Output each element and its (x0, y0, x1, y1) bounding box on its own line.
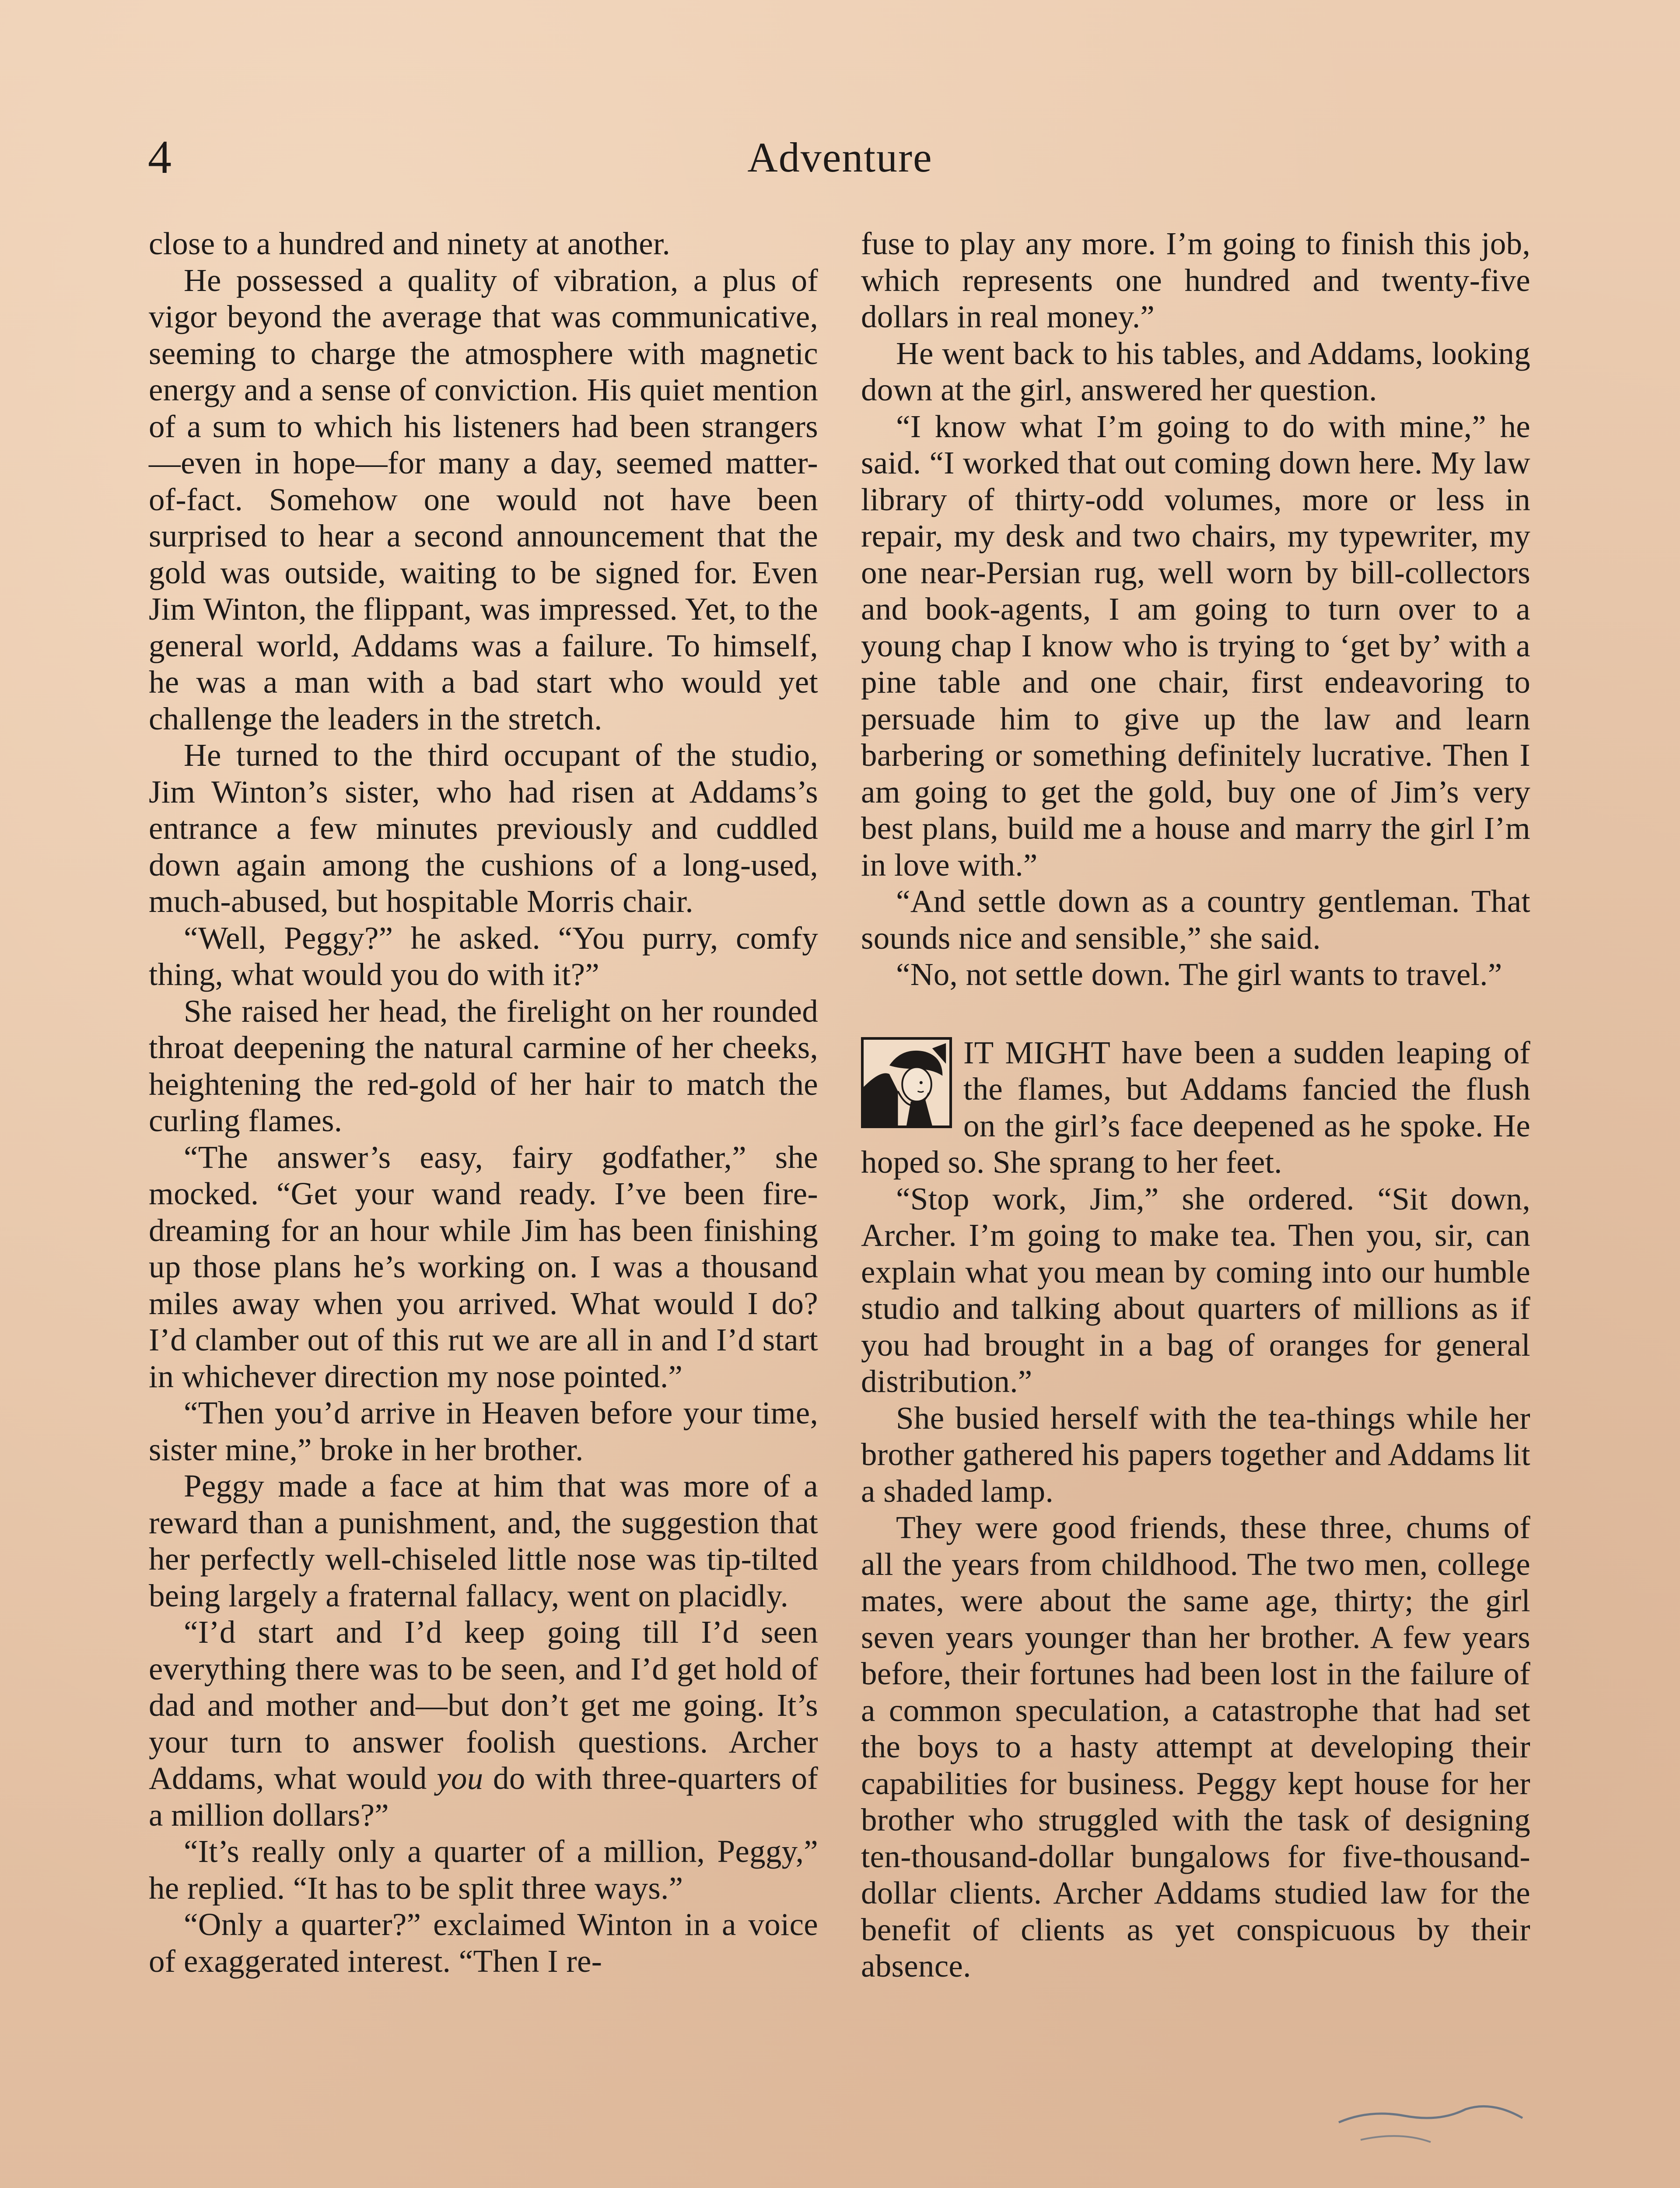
paragraph (149, 1614, 818, 1833)
paragraph: “It’s really only a quarter of a million, Peggy,” he replied. “It has to be split three ways.” (149, 1834, 818, 1906)
paragraph: Peggy made a face at him that was more of a reward than a punishment, and, the suggestion that her perfectly well-chiseled little nose was tip-tilted being largely a fraternal fallacy, went on placidly. (149, 1468, 818, 1613)
paragraph: “Stop work, Jim,” she ordered. “Sit down, Archer. I’m going to make tea. Then you, sir, can explain what you mean by coming into our humble studio and talking about quarters of millions as if you had brought in a bag of oranges for general distribution.” (861, 1181, 1530, 1399)
paragraph-text: IT MIGHT have been a sudden leaping of the flames, but Addams fancied the flush on the girl’s face deepened as he spoke. He hoped so. She sprang to her feet. (861, 1034, 1530, 1180)
left-column (149, 225, 818, 1979)
paragraph: “And settle down as a country gentleman. That sounds nice and sensible,” she said. (861, 884, 1530, 956)
paragraph: fuse to play any more. I’m going to finish this job, which represents one hundred and twenty-five dollars in real money.” (861, 226, 1530, 334)
paragraph: He possessed a quality of vibration, a plus of vigor beyond the average that was communicative, seeming to charge the atmosphere with magnetic energy and a sense of conviction. His quiet mention of a sum to which his listeners had been strangers—even in hope—for many a day, seemed matter-of-fact. Somehow one would not have been surprised to hear a second announcement that the gold was outside, waiting to be signed for. Even Jim Winton, the flippant, was impressed. Yet, to the general world, Addams was a failure. To himself, he was a man with a bad start who would yet challenge the leaders in the stretch. (149, 262, 818, 736)
paragraph-text: do with three-quarters of a million dollars?” (149, 1760, 818, 1833)
paragraph-text: “I’d start and I’d keep going till I’d seen everything there was to be seen, and I’d get hold of dad and mother and—but don’t get me going. It’s your turn to answer foolish questions. Archer Addams, what would (149, 1614, 818, 1796)
paragraph: “Then you’d arrive in Heaven before your time, sister mine,” broke in her brother. (149, 1395, 818, 1467)
section-opening-paragraph (861, 1034, 1530, 1181)
paragraph: “No, not settle down. The girl wants to travel.” (896, 957, 1502, 992)
woman-portrait-vignette-icon (861, 1037, 952, 1128)
running-title: Adventure (747, 134, 933, 181)
paragraph: She busied herself with the tea-things while her brother gathered his papers together and Addams lit a shaded lamp. (861, 1400, 1530, 1509)
pencil-scratch-mark (1334, 2092, 1527, 2162)
italic-emphasis: you (437, 1760, 483, 1796)
paragraph: “The answer’s easy, fairy godfather,” she mocked. “Get your wand ready. I’ve been fire-dreaming for an hour while Jim has been finishing up those plans he’s working on. I was a thousand miles away when you arrived. What would I do? I’d clamber out of this rut we are all in and I’d start in whichever direction my nose pointed.” (149, 1139, 818, 1394)
paragraph: “Only a quarter?” exclaimed Winton in a voice of exaggerated interest. “Then I re- (149, 1907, 818, 1979)
page-number: 4 (148, 131, 172, 183)
paragraph: They were good friends, these three, chums of all the years from childhood. The two men, college mates, were about the same age, thirty; the girl seven years younger than her brother. A few years before, their fortunes had been lost in the failure of a common speculation, a catastrophe that had set the boys to a hasty attempt at developing their capabilities for business. Peggy kept house for her brother who struggled with the task of designing ten-thousand-dollar bungalows for five-thousand-dollar clients. Archer Addams studied law for the benefit of clients as yet conspicuous by their absence. (861, 1510, 1530, 1984)
section-break (861, 993, 1530, 1034)
paragraph: “I know what I’m going to do with mine,” he said. “I worked that out coming down here. My law library of thirty-odd volumes, more or less in repair, my desk and two chairs, my typewriter, my one near-Persian rug, well worn by bill-collectors and book-agents, I am going to turn over to a young chap I know who is trying to ‘get by’ with a pine table and one chair, first endeavoring to persuade him to give up the law and learn barbering or something definitely lucrative. Then I am going to get the gold, buy one of Jim’s very best plans, build me a house and marry the girl I’m in love with.” (861, 408, 1530, 883)
paragraph: “Well, Peggy?” he asked. “You purry, comfy thing, what would you do with it?” (149, 920, 818, 992)
right-column (861, 225, 1530, 1985)
paragraph: close to a hundred and ninety at another. (149, 226, 671, 261)
paragraph: She raised her head, the firelight on her rounded throat deepening the natural carmine of her cheeks, heightening the red-gold of her hair to match the curling flames. (149, 993, 818, 1138)
page-header (0, 127, 1680, 188)
paragraph: He went back to his tables, and Addams, looking down at the girl, answered her question. (861, 335, 1530, 407)
paragraph: He turned to the third occupant of the studio, Jim Winton’s sister, who had risen at Addams’s entrance a few minutes previously and cuddled down again among the cushions of a long-used, much-abused, but hospitable Morris chair. (149, 737, 818, 919)
